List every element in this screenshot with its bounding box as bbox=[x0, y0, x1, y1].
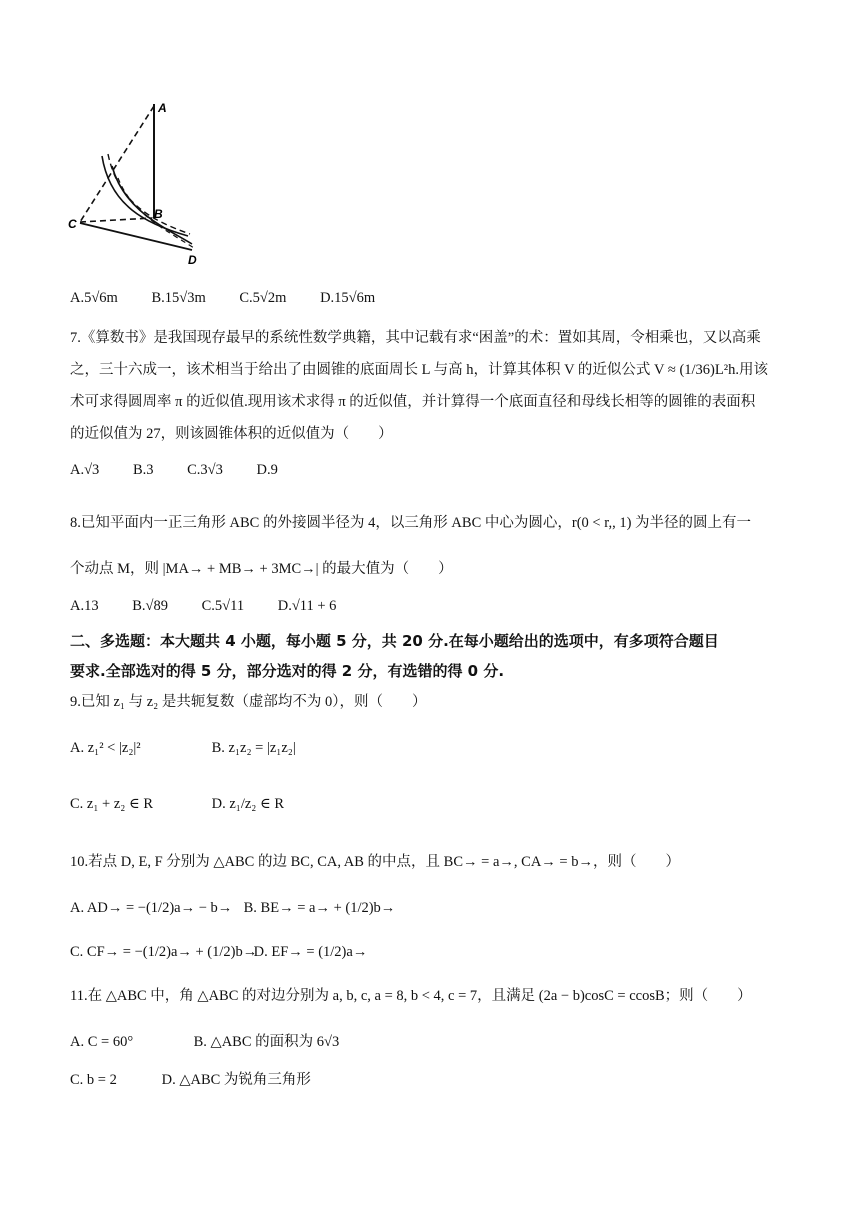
q8-option-a: A.13 bbox=[70, 598, 99, 614]
section-2-heading bbox=[70, 626, 794, 686]
geometry-figure bbox=[66, 96, 206, 268]
q8-line-1: 8.已知平面内一正三角形 ABC 的外接圆半径为 4，以三角形 ABC 中心为圆心，r(0 < r,, 1) 为半径的圆上有一 bbox=[70, 515, 752, 531]
q8-option-d: D.√11 + 6 bbox=[277, 598, 337, 614]
q10-options-row-1 bbox=[70, 896, 425, 920]
q6-option-a: A.5√6m bbox=[70, 290, 118, 306]
q6-option-d: D.15√6m bbox=[320, 290, 376, 306]
q7-line-2: 之，三十六成一，该术相当于给出了由圆锥的底面周长 L 与高 h，计算其体积 V 的近似公式 V ≈ (1/36)L²h.用该 bbox=[70, 362, 768, 378]
q10-stem: 10.若点 D, E, F 分别为 △ABC 的边 BC, CA, AB 的中点，且 BC→ = a→, CA→ = b→，则（ ） bbox=[70, 854, 680, 870]
q9-option-c: C. z₁ + z₂ ∈ R bbox=[70, 796, 153, 812]
q11-option-d: D. △ABC 为锐角三角形 bbox=[161, 1072, 311, 1088]
q7-option-b: B.3 bbox=[132, 462, 154, 478]
q8-options bbox=[70, 594, 366, 618]
q7-option-c: C.3√3 bbox=[187, 462, 223, 478]
q9-options-row-1 bbox=[70, 736, 326, 760]
q10-option-d: D. EF→ = (1/2)a→ bbox=[253, 944, 368, 960]
q8-option-b: B.√89 bbox=[132, 598, 168, 614]
question-7 bbox=[70, 322, 794, 450]
figure-label-c: C bbox=[68, 217, 77, 231]
q10-option-b: B. BE→ = a→ + (1/2)b→ bbox=[243, 900, 396, 916]
q6-options bbox=[70, 286, 405, 310]
q7-option-d: D.9 bbox=[256, 462, 278, 478]
q7-options bbox=[70, 458, 308, 482]
q7-option-a: A.√3 bbox=[70, 462, 100, 478]
q8-option-c: C.5√11 bbox=[201, 598, 245, 614]
q11-option-b: B. △ABC 的面积为 6√3 bbox=[193, 1034, 340, 1050]
q9-stem: 9.已知 z₁ 与 z₂ 是共轭复数（虚部均不为 0），则（ ） bbox=[70, 694, 427, 710]
q11-options-row-2 bbox=[70, 1068, 341, 1092]
q9-options-row-2 bbox=[70, 792, 314, 816]
figure-label-d: D bbox=[188, 253, 197, 267]
q8-line-2: 个动点 M，则 |MA→ + MB→ + 3MC→| 的最大值为（ ） bbox=[70, 561, 453, 577]
q11-option-a: A. C = 60° bbox=[70, 1034, 134, 1050]
question-8 bbox=[70, 500, 794, 592]
q11-stem: 11.在 △ABC 中，角 △ABC 的对边分别为 a, b, c, a = 8, b < 4, c = 7，且满足 (2a − b)cosC = ccosB；则（ ） bbox=[70, 988, 752, 1004]
q7-line-3: 术可求得圆周率 π 的近似值.现用该术求得 π 的近似值，并计算得一个底面直径和母线长相等的圆锥的表面积 bbox=[70, 394, 756, 410]
section-2-line-2: 要求.全部选对的得 5 分，部分选对的得 2 分，有选错的得 0 分. bbox=[70, 662, 505, 680]
q10-option-c: C. CF→ = −(1/2)a→ + (1/2)b→ bbox=[70, 944, 258, 960]
figure-label-b: B bbox=[154, 207, 163, 221]
q9-option-b: B. z₁z₂ = |z₁z₂| bbox=[211, 740, 296, 756]
q10-options-row-2 bbox=[70, 940, 397, 964]
q7-line-1: 7.《算数书》是我国现存最早的系统性数学典籍，其中记载有求“困盖”的术：置如其周，令相乘也，又以高乘 bbox=[70, 330, 761, 346]
figure-label-a: A bbox=[158, 101, 167, 115]
q6-option-b: B.15√3m bbox=[151, 290, 206, 306]
q10-option-a: A. AD→ = −(1/2)a→ − b→ bbox=[70, 900, 233, 916]
q7-line-4: 的近似值为 27，则该圆锥体积的近似值为（ ） bbox=[70, 426, 393, 442]
q11-option-c: C. b = 2 bbox=[70, 1072, 117, 1088]
section-2-line-1: 二、多选题：本大题共 4 小题，每小题 5 分，共 20 分.在每小题给出的选项中，有多项符合题目 bbox=[70, 632, 719, 650]
q11-options-row-1 bbox=[70, 1030, 369, 1054]
q6-option-c: C.5√2m bbox=[239, 290, 287, 306]
q9-option-a: A. z₁² < |z₂|² bbox=[70, 740, 141, 756]
q9-option-d: D. z₁/z₂ ∈ R bbox=[211, 796, 285, 812]
